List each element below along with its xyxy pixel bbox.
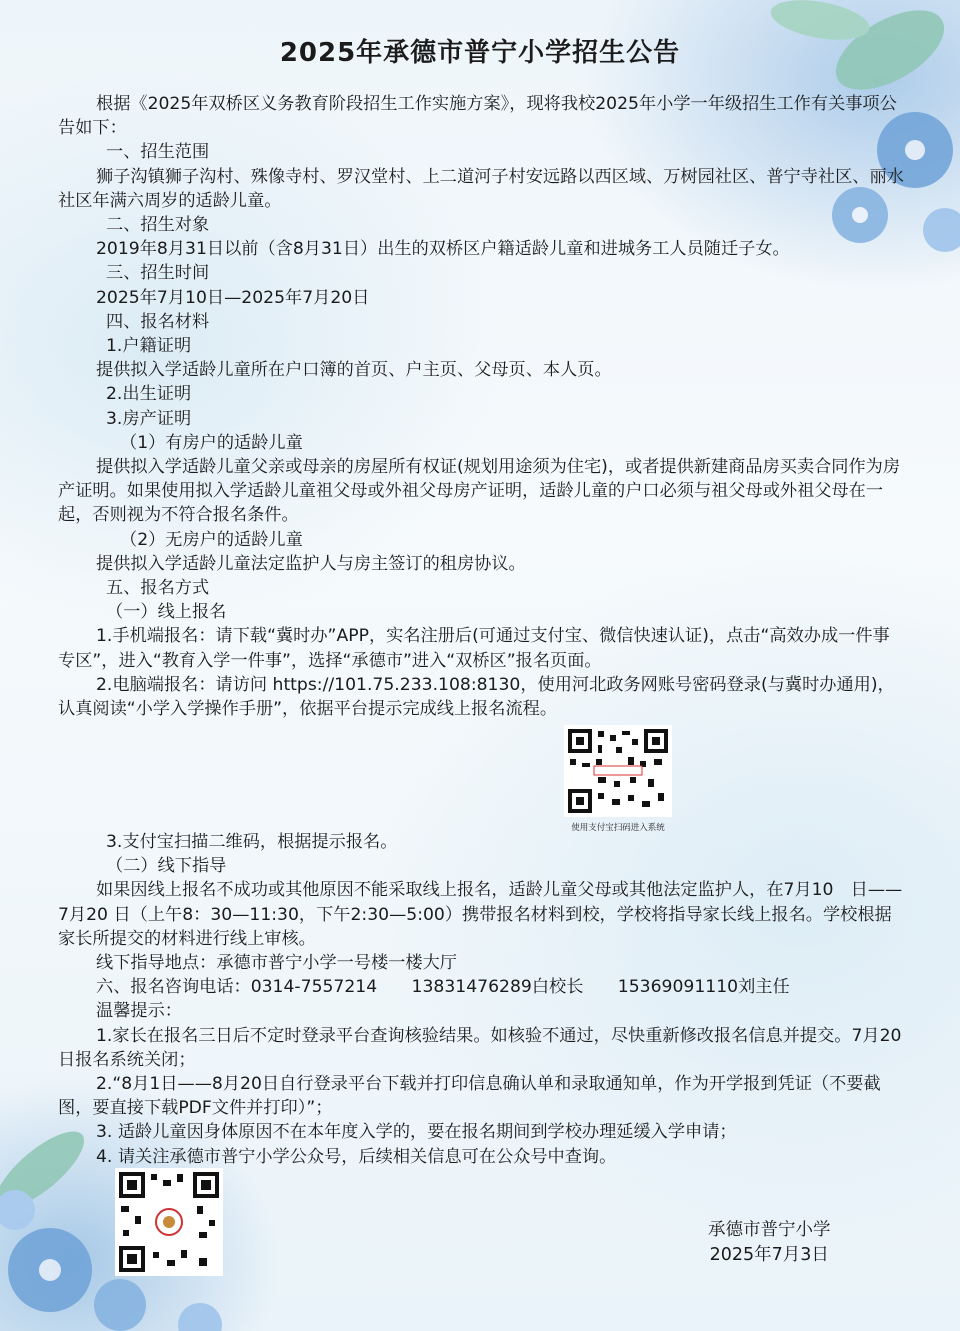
paragraph: 如果因线上报名不成功或其他原因不能采取线上报名，适龄儿童父母或其他法定监护人，在7月10 日——7月20 日（上午8：30—11:30，下午2:30—5:00）携带报名材料到校，学校将指导家长线上报名。学校根据家长所提交的材料进行线上审核。 <box>58 880 903 949</box>
paragraph: 2025年7月10日—2025年7月20日 <box>96 287 370 308</box>
paragraph: 五、报名方式 <box>106 578 210 599</box>
paragraph: 提供拟入学适龄儿童父亲或母亲的房屋所有权证(规划用途须为住宅)，或者提供新建商品房买卖合同作为房产证明。如果使用拟入学适龄儿童祖父母或外祖父母房产证明，适龄儿童的户口必须与祖父母或外祖父母在一起，否则视为不符合报名条件。 <box>58 457 901 526</box>
paragraph: 提供拟入学适龄儿童法定监护人与房主签订的租房协议。 <box>96 553 526 574</box>
paragraph: 1.户籍证明 <box>106 336 192 357</box>
paragraph: （1）有房户的适龄儿童 <box>120 432 303 453</box>
paragraph: 4. 请关注承德市普宁小学公众号，后续相关信息可在公众号中查询。 <box>96 1146 617 1167</box>
page-title: 2025年承德市普宁小学招生公告 <box>279 38 681 68</box>
paragraph: 四、报名材料 <box>106 311 210 332</box>
paragraph: 一、招生范围 <box>106 142 210 163</box>
paragraph: 3.支付宝扫描二维码，根据提示报名。 <box>106 832 398 852</box>
paragraph: 提供拟入学适龄儿童所在户口簿的首页、户主页、父母页、本人页。 <box>96 360 612 381</box>
paragraph: 温馨提示： <box>96 1001 182 1022</box>
paragraph: （一）线上报名 <box>106 602 227 623</box>
paragraph: 1.手机端报名：请下载“冀时办”APP，实名注册后(可通过支付宝、微信快速认证)，点击“高效办成一件事专区”，进入“教育入学一件事”，选择“承德市”进入“双桥区”报名页面。 <box>58 626 890 671</box>
signature-date: 2025年7月3日 <box>709 1245 829 1265</box>
paragraph: 1.家长在报名三日后不定时登录平台查询核验结果。如核验不通过，尽快重新修改报名信息并提交。7月20日报名系统关闭； <box>58 1025 902 1070</box>
paragraph: 2019年8月31日以前（含8月31日）出生的双桥区户籍适龄儿童和进城务工人员随迁子女。 <box>96 239 790 260</box>
signature-org: 承德市普宁小学 <box>708 1220 831 1240</box>
paragraph: 二、招生对象 <box>106 215 210 236</box>
paragraph: （2）无房户的适龄儿童 <box>120 529 303 550</box>
alipay-qr-block <box>560 725 676 833</box>
paragraph: 2.电脑端报名：请访问 https://101.75.233.108:8130，使用河北政务网账号密码登录(与冀时办通用)，认真阅读“小学入学操作手册”，依据平台提示完成线上报名流程。 <box>58 674 895 720</box>
paragraph: 三、招生时间 <box>106 263 210 284</box>
qr-caption: 使用支付宝扫码进入系统 <box>571 823 665 833</box>
paragraph: 狮子沟镇狮子沟村、殊像寺村、罗汉堂村、上二道河子村安远路以西区域、万树园社区、普宁寺社区、丽水社区年满六周岁的适龄儿童。 <box>58 166 904 211</box>
signature-block <box>708 1218 831 1268</box>
paragraph: （二）线下指导 <box>106 856 227 877</box>
paragraph: 2.“8月1日——8月20日自行登录平台下载并打印信息确认单和录取通知单，作为开学报到凭证（不要截图，要直接下载PDF文件并打印）”； <box>58 1074 881 1119</box>
paragraph: 3. 适龄儿童因身体原因不在本年度入学的，要在报名期间到学校办理延缓入学申请； <box>96 1122 737 1143</box>
alipay-qr-code[interactable] <box>564 725 672 817</box>
paragraph: 线下指导地点：承德市普宁小学一号楼一楼大厅 <box>96 953 457 974</box>
paragraph: 根据《2025年双桥区义务教育阶段招生工作实施方案》，现将我校2025年小学一年级招生工作有关事项公告如下： <box>58 94 897 139</box>
announcement-body <box>58 92 904 721</box>
announcement-body-continued <box>58 830 904 1169</box>
paragraph: 2.出生证明 <box>106 384 192 405</box>
wechat-official-account-qr-code[interactable] <box>115 1168 223 1276</box>
paragraph: 3.房产证明 <box>106 408 192 429</box>
paragraph: 六、报名咨询电话：0314-7557214 13831476289白校长 15369091110刘主任 <box>96 977 790 998</box>
